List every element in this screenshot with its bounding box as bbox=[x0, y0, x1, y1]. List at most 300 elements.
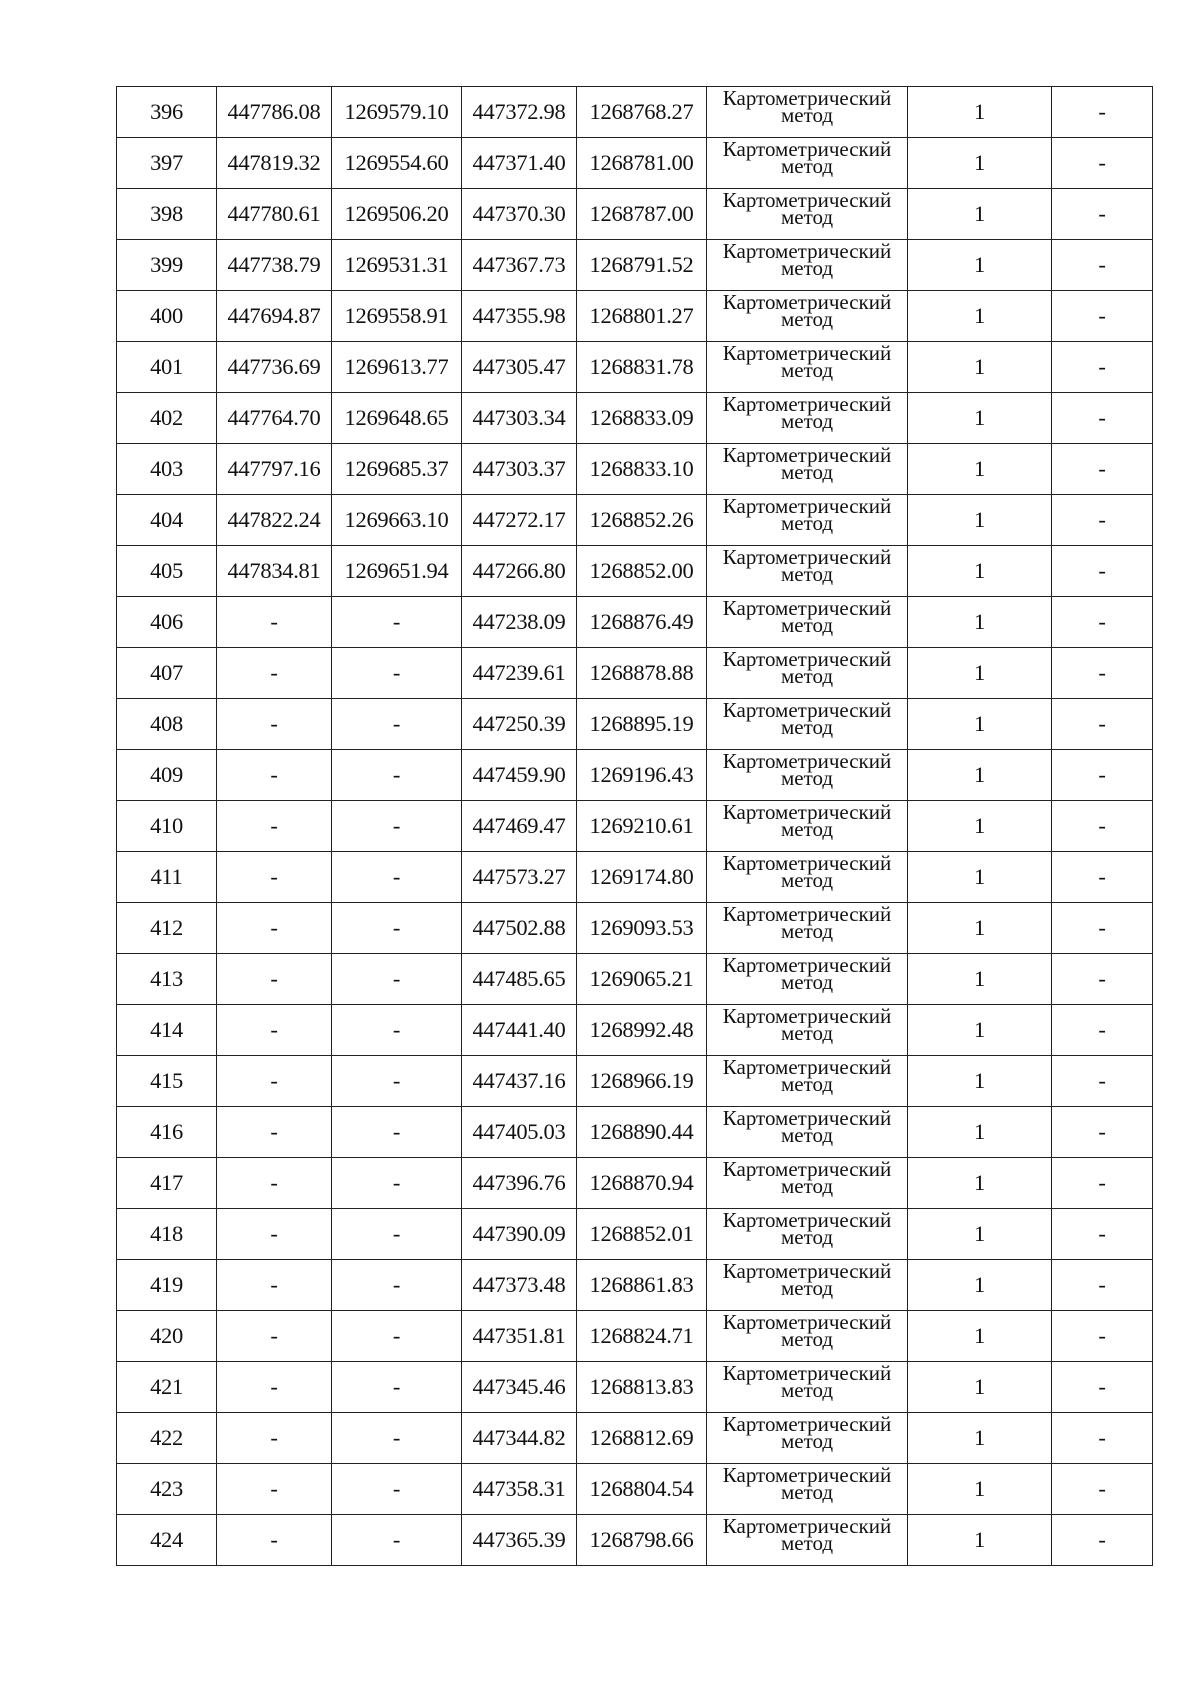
point-number-cell: 399 bbox=[117, 240, 217, 291]
table-row bbox=[117, 801, 1153, 852]
y-new-cell: 1269174.80 bbox=[577, 852, 707, 903]
point-number-cell: 418 bbox=[117, 1209, 217, 1260]
method-line-2: метод bbox=[780, 970, 834, 994]
table-row bbox=[117, 444, 1153, 495]
method-line-1: Картометрический bbox=[722, 1055, 892, 1079]
method-line-1: Картометрический bbox=[722, 1310, 892, 1334]
x-existing-cell: 447738.79 bbox=[217, 240, 332, 291]
method-line-1: Картометрический bbox=[722, 698, 892, 722]
y-existing-cell: 1269685.37 bbox=[332, 444, 462, 495]
point-number-cell: 398 bbox=[117, 189, 217, 240]
method-cell bbox=[707, 291, 908, 342]
point-number-cell: 410 bbox=[117, 801, 217, 852]
x-existing-cell: - bbox=[217, 1464, 332, 1515]
y-new-cell: 1268870.94 bbox=[577, 1158, 707, 1209]
x-existing-cell: - bbox=[217, 1362, 332, 1413]
point-number-cell: 404 bbox=[117, 495, 217, 546]
method-cell bbox=[707, 1158, 908, 1209]
accuracy-cell: 1 bbox=[908, 342, 1052, 393]
accuracy-cell: 1 bbox=[908, 1056, 1052, 1107]
y-existing-cell: - bbox=[332, 597, 462, 648]
x-existing-cell: - bbox=[217, 954, 332, 1005]
x-new-cell: 447250.39 bbox=[462, 699, 577, 750]
table-row bbox=[117, 189, 1153, 240]
accuracy-cell: 1 bbox=[908, 801, 1052, 852]
y-existing-cell: 1269531.31 bbox=[332, 240, 462, 291]
table-row bbox=[117, 852, 1153, 903]
point-number-cell: 412 bbox=[117, 903, 217, 954]
y-existing-cell: - bbox=[332, 750, 462, 801]
accuracy-cell: 1 bbox=[908, 1158, 1052, 1209]
method-line-2: метод bbox=[780, 664, 834, 688]
table-row bbox=[117, 1107, 1153, 1158]
table-row bbox=[117, 393, 1153, 444]
x-existing-cell: - bbox=[217, 1311, 332, 1362]
method-line-2: метод bbox=[780, 1021, 834, 1045]
x-existing-cell: - bbox=[217, 750, 332, 801]
y-new-cell: 1268852.01 bbox=[577, 1209, 707, 1260]
method-cell bbox=[707, 1515, 908, 1566]
accuracy-cell: 1 bbox=[908, 597, 1052, 648]
y-new-cell: 1268895.19 bbox=[577, 699, 707, 750]
y-new-cell: 1268861.83 bbox=[577, 1260, 707, 1311]
method-line-2: метод bbox=[780, 562, 834, 586]
x-existing-cell: 447797.16 bbox=[217, 444, 332, 495]
method-line-1: Картометрический bbox=[722, 1412, 892, 1436]
x-new-cell: 447358.31 bbox=[462, 1464, 577, 1515]
y-new-cell: 1268781.00 bbox=[577, 138, 707, 189]
method-line-2: метод bbox=[780, 715, 834, 739]
table-row bbox=[117, 546, 1153, 597]
note-cell: - bbox=[1052, 1413, 1153, 1464]
y-new-cell: 1268804.54 bbox=[577, 1464, 707, 1515]
y-existing-cell: - bbox=[332, 801, 462, 852]
table-row bbox=[117, 1515, 1153, 1566]
method-line-2: метод bbox=[780, 919, 834, 943]
y-new-cell: 1268833.09 bbox=[577, 393, 707, 444]
method-line-2: метод bbox=[780, 358, 834, 382]
point-number-cell: 415 bbox=[117, 1056, 217, 1107]
x-existing-cell: 447786.08 bbox=[217, 87, 332, 138]
note-cell: - bbox=[1052, 342, 1153, 393]
y-existing-cell: - bbox=[332, 1311, 462, 1362]
x-existing-cell: 447834.81 bbox=[217, 546, 332, 597]
point-number-cell: 422 bbox=[117, 1413, 217, 1464]
method-cell bbox=[707, 1464, 908, 1515]
method-line-2: метод bbox=[780, 307, 834, 331]
y-existing-cell: - bbox=[332, 852, 462, 903]
method-line-2: метод bbox=[780, 1480, 834, 1504]
x-existing-cell: 447819.32 bbox=[217, 138, 332, 189]
y-new-cell: 1268801.27 bbox=[577, 291, 707, 342]
y-existing-cell: - bbox=[332, 1260, 462, 1311]
method-line-2: метод bbox=[780, 1225, 834, 1249]
accuracy-cell: 1 bbox=[908, 1464, 1052, 1515]
table-row bbox=[117, 1260, 1153, 1311]
method-cell bbox=[707, 1209, 908, 1260]
note-cell: - bbox=[1052, 1311, 1153, 1362]
y-existing-cell: - bbox=[332, 1515, 462, 1566]
method-line-1: Картометрический bbox=[722, 800, 892, 824]
method-cell bbox=[707, 1107, 908, 1158]
method-cell bbox=[707, 546, 908, 597]
accuracy-cell: 1 bbox=[908, 1107, 1052, 1158]
note-cell: - bbox=[1052, 1515, 1153, 1566]
point-number-cell: 419 bbox=[117, 1260, 217, 1311]
point-number-cell: 407 bbox=[117, 648, 217, 699]
method-line-1: Картометрический bbox=[722, 953, 892, 977]
method-line-2: метод bbox=[780, 1174, 834, 1198]
y-existing-cell: - bbox=[332, 1005, 462, 1056]
method-cell bbox=[707, 444, 908, 495]
method-line-1: Картометрический bbox=[722, 443, 892, 467]
table-row bbox=[117, 954, 1153, 1005]
note-cell: - bbox=[1052, 1107, 1153, 1158]
x-new-cell: 447405.03 bbox=[462, 1107, 577, 1158]
y-existing-cell: - bbox=[332, 1209, 462, 1260]
point-number-cell: 417 bbox=[117, 1158, 217, 1209]
x-new-cell: 447469.47 bbox=[462, 801, 577, 852]
point-number-cell: 406 bbox=[117, 597, 217, 648]
x-new-cell: 447303.34 bbox=[462, 393, 577, 444]
x-existing-cell: 447694.87 bbox=[217, 291, 332, 342]
x-existing-cell: - bbox=[217, 801, 332, 852]
method-line-2: метод bbox=[780, 766, 834, 790]
note-cell: - bbox=[1052, 87, 1153, 138]
y-existing-cell: 1269558.91 bbox=[332, 291, 462, 342]
method-cell bbox=[707, 240, 908, 291]
x-existing-cell: 447780.61 bbox=[217, 189, 332, 240]
accuracy-cell: 1 bbox=[908, 546, 1052, 597]
method-cell bbox=[707, 1056, 908, 1107]
x-new-cell: 447266.80 bbox=[462, 546, 577, 597]
method-cell bbox=[707, 852, 908, 903]
coordinates-table bbox=[116, 86, 1153, 1566]
table-row bbox=[117, 87, 1153, 138]
method-line-1: Картометрический bbox=[722, 1106, 892, 1130]
note-cell: - bbox=[1052, 495, 1153, 546]
y-new-cell: 1268787.00 bbox=[577, 189, 707, 240]
note-cell: - bbox=[1052, 1158, 1153, 1209]
point-number-cell: 414 bbox=[117, 1005, 217, 1056]
point-number-cell: 413 bbox=[117, 954, 217, 1005]
accuracy-cell: 1 bbox=[908, 954, 1052, 1005]
method-line-2: метод bbox=[780, 205, 834, 229]
method-cell bbox=[707, 1260, 908, 1311]
method-cell bbox=[707, 648, 908, 699]
point-number-cell: 405 bbox=[117, 546, 217, 597]
y-existing-cell: 1269579.10 bbox=[332, 87, 462, 138]
x-new-cell: 447459.90 bbox=[462, 750, 577, 801]
y-new-cell: 1269196.43 bbox=[577, 750, 707, 801]
table-row bbox=[117, 648, 1153, 699]
table-row bbox=[117, 597, 1153, 648]
method-line-1: Картометрический bbox=[722, 239, 892, 263]
x-existing-cell: - bbox=[217, 1515, 332, 1566]
accuracy-cell: 1 bbox=[908, 87, 1052, 138]
method-line-1: Картометрический bbox=[722, 902, 892, 926]
y-new-cell: 1268876.49 bbox=[577, 597, 707, 648]
x-new-cell: 447365.39 bbox=[462, 1515, 577, 1566]
y-new-cell: 1268791.52 bbox=[577, 240, 707, 291]
method-cell bbox=[707, 1413, 908, 1464]
y-new-cell: 1268813.83 bbox=[577, 1362, 707, 1413]
note-cell: - bbox=[1052, 597, 1153, 648]
y-existing-cell: - bbox=[332, 1056, 462, 1107]
x-new-cell: 447355.98 bbox=[462, 291, 577, 342]
y-existing-cell: 1269663.10 bbox=[332, 495, 462, 546]
method-line-1: Картометрический bbox=[722, 749, 892, 773]
table-body bbox=[117, 87, 1153, 1566]
note-cell: - bbox=[1052, 291, 1153, 342]
y-new-cell: 1268890.44 bbox=[577, 1107, 707, 1158]
method-line-1: Картометрический bbox=[722, 1463, 892, 1487]
accuracy-cell: 1 bbox=[908, 1362, 1052, 1413]
x-new-cell: 447345.46 bbox=[462, 1362, 577, 1413]
method-line-2: метод bbox=[780, 1072, 834, 1096]
method-line-1: Картометрический bbox=[722, 392, 892, 416]
y-existing-cell: 1269506.20 bbox=[332, 189, 462, 240]
method-line-2: метод bbox=[780, 1429, 834, 1453]
table-row bbox=[117, 291, 1153, 342]
note-cell: - bbox=[1052, 852, 1153, 903]
y-new-cell: 1268852.26 bbox=[577, 495, 707, 546]
x-new-cell: 447502.88 bbox=[462, 903, 577, 954]
table-row bbox=[117, 240, 1153, 291]
table-row bbox=[117, 138, 1153, 189]
point-number-cell: 401 bbox=[117, 342, 217, 393]
method-cell bbox=[707, 495, 908, 546]
point-number-cell: 416 bbox=[117, 1107, 217, 1158]
y-new-cell: 1268878.88 bbox=[577, 648, 707, 699]
x-new-cell: 447390.09 bbox=[462, 1209, 577, 1260]
method-line-1: Картометрический bbox=[722, 545, 892, 569]
x-new-cell: 447238.09 bbox=[462, 597, 577, 648]
point-number-cell: 423 bbox=[117, 1464, 217, 1515]
accuracy-cell: 1 bbox=[908, 495, 1052, 546]
note-cell: - bbox=[1052, 1056, 1153, 1107]
method-line-2: метод bbox=[780, 460, 834, 484]
x-new-cell: 447441.40 bbox=[462, 1005, 577, 1056]
accuracy-cell: 1 bbox=[908, 903, 1052, 954]
method-line-2: метод bbox=[780, 103, 834, 127]
y-new-cell: 1269065.21 bbox=[577, 954, 707, 1005]
accuracy-cell: 1 bbox=[908, 699, 1052, 750]
method-line-1: Картометрический bbox=[722, 137, 892, 161]
accuracy-cell: 1 bbox=[908, 1209, 1052, 1260]
y-new-cell: 1268852.00 bbox=[577, 546, 707, 597]
y-existing-cell: - bbox=[332, 903, 462, 954]
method-line-2: метод bbox=[780, 1378, 834, 1402]
accuracy-cell: 1 bbox=[908, 444, 1052, 495]
y-existing-cell: 1269554.60 bbox=[332, 138, 462, 189]
y-new-cell: 1268966.19 bbox=[577, 1056, 707, 1107]
x-existing-cell: - bbox=[217, 648, 332, 699]
note-cell: - bbox=[1052, 546, 1153, 597]
point-number-cell: 411 bbox=[117, 852, 217, 903]
point-number-cell: 400 bbox=[117, 291, 217, 342]
note-cell: - bbox=[1052, 903, 1153, 954]
x-new-cell: 447344.82 bbox=[462, 1413, 577, 1464]
accuracy-cell: 1 bbox=[908, 291, 1052, 342]
x-existing-cell: - bbox=[217, 1209, 332, 1260]
method-cell bbox=[707, 138, 908, 189]
note-cell: - bbox=[1052, 138, 1153, 189]
y-new-cell: 1268798.66 bbox=[577, 1515, 707, 1566]
y-existing-cell: - bbox=[332, 1362, 462, 1413]
accuracy-cell: 1 bbox=[908, 750, 1052, 801]
point-number-cell: 397 bbox=[117, 138, 217, 189]
table-row bbox=[117, 1209, 1153, 1260]
method-line-2: метод bbox=[780, 154, 834, 178]
note-cell: - bbox=[1052, 240, 1153, 291]
accuracy-cell: 1 bbox=[908, 189, 1052, 240]
point-number-cell: 403 bbox=[117, 444, 217, 495]
x-new-cell: 447373.48 bbox=[462, 1260, 577, 1311]
table-row bbox=[117, 699, 1153, 750]
point-number-cell: 396 bbox=[117, 87, 217, 138]
method-line-1: Картометрический bbox=[722, 851, 892, 875]
method-cell bbox=[707, 954, 908, 1005]
method-line-1: Картометрический bbox=[722, 494, 892, 518]
x-new-cell: 447351.81 bbox=[462, 1311, 577, 1362]
y-existing-cell: 1269648.65 bbox=[332, 393, 462, 444]
method-cell bbox=[707, 393, 908, 444]
point-number-cell: 402 bbox=[117, 393, 217, 444]
accuracy-cell: 1 bbox=[908, 852, 1052, 903]
note-cell: - bbox=[1052, 1464, 1153, 1515]
point-number-cell: 420 bbox=[117, 1311, 217, 1362]
x-existing-cell: - bbox=[217, 903, 332, 954]
method-cell bbox=[707, 699, 908, 750]
y-existing-cell: - bbox=[332, 648, 462, 699]
x-existing-cell: - bbox=[217, 1260, 332, 1311]
y-new-cell: 1269210.61 bbox=[577, 801, 707, 852]
y-existing-cell: - bbox=[332, 1464, 462, 1515]
method-line-2: метод bbox=[780, 511, 834, 535]
x-existing-cell: - bbox=[217, 1056, 332, 1107]
accuracy-cell: 1 bbox=[908, 1413, 1052, 1464]
method-cell bbox=[707, 1311, 908, 1362]
method-line-1: Картометрический bbox=[722, 596, 892, 620]
accuracy-cell: 1 bbox=[908, 1005, 1052, 1056]
y-new-cell: 1268824.71 bbox=[577, 1311, 707, 1362]
method-line-2: метод bbox=[780, 868, 834, 892]
y-new-cell: 1269093.53 bbox=[577, 903, 707, 954]
note-cell: - bbox=[1052, 1209, 1153, 1260]
method-line-1: Картометрический bbox=[722, 1004, 892, 1028]
method-cell bbox=[707, 1005, 908, 1056]
method-line-1: Картометрический bbox=[722, 647, 892, 671]
method-cell bbox=[707, 903, 908, 954]
method-cell bbox=[707, 189, 908, 240]
table-row bbox=[117, 1464, 1153, 1515]
x-new-cell: 447371.40 bbox=[462, 138, 577, 189]
method-cell bbox=[707, 342, 908, 393]
y-new-cell: 1268992.48 bbox=[577, 1005, 707, 1056]
x-new-cell: 447239.61 bbox=[462, 648, 577, 699]
accuracy-cell: 1 bbox=[908, 393, 1052, 444]
y-existing-cell: - bbox=[332, 1158, 462, 1209]
accuracy-cell: 1 bbox=[908, 138, 1052, 189]
x-existing-cell: 447822.24 bbox=[217, 495, 332, 546]
y-new-cell: 1268831.78 bbox=[577, 342, 707, 393]
accuracy-cell: 1 bbox=[908, 240, 1052, 291]
method-line-2: метод bbox=[780, 1276, 834, 1300]
x-new-cell: 447372.98 bbox=[462, 87, 577, 138]
table-row bbox=[117, 1362, 1153, 1413]
point-number-cell: 424 bbox=[117, 1515, 217, 1566]
note-cell: - bbox=[1052, 189, 1153, 240]
note-cell: - bbox=[1052, 699, 1153, 750]
point-number-cell: 409 bbox=[117, 750, 217, 801]
x-new-cell: 447305.47 bbox=[462, 342, 577, 393]
method-line-1: Картометрический bbox=[722, 1259, 892, 1283]
x-new-cell: 447272.17 bbox=[462, 495, 577, 546]
method-line-1: Картометрический bbox=[722, 1157, 892, 1181]
table-row bbox=[117, 750, 1153, 801]
y-existing-cell: - bbox=[332, 1107, 462, 1158]
method-cell bbox=[707, 750, 908, 801]
method-line-2: метод bbox=[780, 256, 834, 280]
x-existing-cell: - bbox=[217, 1413, 332, 1464]
x-existing-cell: - bbox=[217, 1158, 332, 1209]
note-cell: - bbox=[1052, 1362, 1153, 1413]
method-line-1: Картометрический bbox=[722, 188, 892, 212]
table-row bbox=[117, 495, 1153, 546]
y-existing-cell: - bbox=[332, 699, 462, 750]
table-row bbox=[117, 1056, 1153, 1107]
note-cell: - bbox=[1052, 393, 1153, 444]
x-new-cell: 447370.30 bbox=[462, 189, 577, 240]
x-existing-cell: - bbox=[217, 699, 332, 750]
x-new-cell: 447367.73 bbox=[462, 240, 577, 291]
x-existing-cell: - bbox=[217, 597, 332, 648]
method-line-1: Картометрический bbox=[722, 1514, 892, 1538]
y-existing-cell: 1269651.94 bbox=[332, 546, 462, 597]
method-line-2: метод bbox=[780, 1327, 834, 1351]
x-existing-cell: - bbox=[217, 1005, 332, 1056]
x-new-cell: 447396.76 bbox=[462, 1158, 577, 1209]
method-line-2: метод bbox=[780, 1531, 834, 1555]
y-new-cell: 1268768.27 bbox=[577, 87, 707, 138]
point-number-cell: 421 bbox=[117, 1362, 217, 1413]
accuracy-cell: 1 bbox=[908, 1515, 1052, 1566]
note-cell: - bbox=[1052, 954, 1153, 1005]
table-row bbox=[117, 903, 1153, 954]
note-cell: - bbox=[1052, 1005, 1153, 1056]
y-new-cell: 1268812.69 bbox=[577, 1413, 707, 1464]
method-line-2: метод bbox=[780, 613, 834, 637]
note-cell: - bbox=[1052, 750, 1153, 801]
method-cell bbox=[707, 801, 908, 852]
method-line-2: метод bbox=[780, 1123, 834, 1147]
y-new-cell: 1268833.10 bbox=[577, 444, 707, 495]
method-line-2: метод bbox=[780, 409, 834, 433]
method-cell bbox=[707, 87, 908, 138]
accuracy-cell: 1 bbox=[908, 1311, 1052, 1362]
x-existing-cell: 447736.69 bbox=[217, 342, 332, 393]
table-row bbox=[117, 1311, 1153, 1362]
y-existing-cell: - bbox=[332, 1413, 462, 1464]
point-number-cell: 408 bbox=[117, 699, 217, 750]
method-line-1: Картометрический bbox=[722, 1361, 892, 1385]
x-new-cell: 447437.16 bbox=[462, 1056, 577, 1107]
x-new-cell: 447485.65 bbox=[462, 954, 577, 1005]
y-existing-cell: 1269613.77 bbox=[332, 342, 462, 393]
x-new-cell: 447303.37 bbox=[462, 444, 577, 495]
table-row bbox=[117, 1005, 1153, 1056]
